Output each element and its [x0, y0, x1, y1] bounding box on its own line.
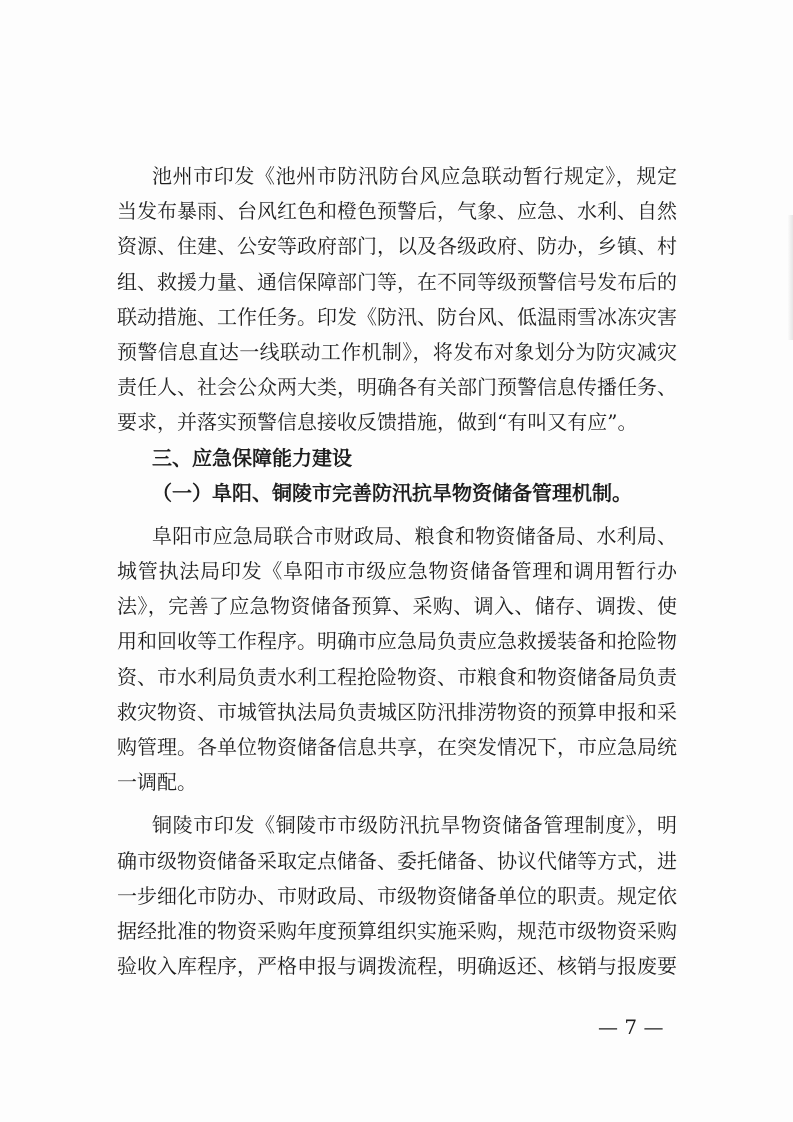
- paragraph-chizhou: [117, 159, 677, 441]
- paragraph-line: 法》，完善了应急物资储备预算、采购、调入、储存、调拨、使: [117, 594, 677, 619]
- paragraph-line: 验收入库程序，严格申报与调拨流程，明确返还、核销与报废要: [117, 954, 677, 979]
- paragraph-line: 池州市印发《池州市防汛防台风应急联动暂行规定》，规定: [152, 164, 677, 188]
- document-body: [117, 159, 677, 984]
- paragraph-tongling: [117, 808, 677, 984]
- paragraph-line: 责任人、社会公众两大类，明确各有关部门预警信息传播任务、: [117, 375, 677, 400]
- paragraph-gap: [117, 800, 677, 808]
- paragraph-line: 用和回收等工作程序。明确市应急局负责应急救援装备和抢险物: [117, 629, 677, 654]
- paragraph-line: 救灾物资、市城管执法局负责城区防汛排涝物资的预算申报和采: [117, 699, 677, 724]
- paragraph-line: 阜阳市应急局联合市财政局、粮食和物资储备局、水利局、: [152, 523, 677, 548]
- paragraph-line: 当发布暴雨、台风红色和橙色预警后，气象、应急、水利、自然: [117, 199, 677, 224]
- paragraph-line: 一调配。: [117, 770, 197, 795]
- paragraph-line: 预警信息直达一线联动工作机制》，将发布对象划分为防灾减灾: [117, 339, 677, 364]
- subsection-heading: （一）阜阳、铜陵市完善防汛抗旱物资储备管理机制。: [152, 480, 632, 505]
- paragraph-line: 一步细化市防办、市财政局、市级物资储备单位的职责。规定依: [117, 883, 677, 908]
- paragraph-line: 据经批准的物资采购年度预算组织实施采购，规范市级物资采购: [117, 918, 677, 943]
- paragraph-line: 联动措施、工作任务。印发《防汛、防台风、低温雨雪冰冻灾害: [117, 304, 677, 329]
- paragraph-line: 要求，并落实预警信息接收反馈措施，做到“有叫又有应”。: [117, 410, 638, 435]
- page-number: — 7 —: [598, 1015, 664, 1039]
- paragraph-line: 组、救援力量、通信保障部门等，在不同等级预警信号发布后的: [117, 269, 677, 294]
- paragraph-line: 资、市水利局负责水利工程抢险物资、市粮食和物资储备局负责: [117, 664, 677, 689]
- paragraph-gap: [117, 511, 677, 519]
- section-heading: 三、应急保障能力建设: [152, 445, 352, 470]
- scan-edge-shadow: [787, 215, 793, 340]
- paragraph-line: 城管执法局印发《阜阳市市级应急物资储备管理和调用暂行办: [117, 559, 677, 584]
- paragraph-fuyang: [117, 519, 677, 801]
- paragraph-line: 购管理。各单位物资储备信息共享，在突发情况下，市应急局统: [117, 735, 677, 759]
- paragraph-line: 资源、住建、公安等政府部门，以及各级政府、防办，乡镇、村: [117, 234, 677, 259]
- paragraph-line: 铜陵市印发《铜陵市市级防汛抗旱物资储备管理制度》，明: [152, 813, 677, 838]
- paragraph-line: 确市级物资储备采取定点储备、委托储备、协议代储等方式，进: [117, 848, 677, 873]
